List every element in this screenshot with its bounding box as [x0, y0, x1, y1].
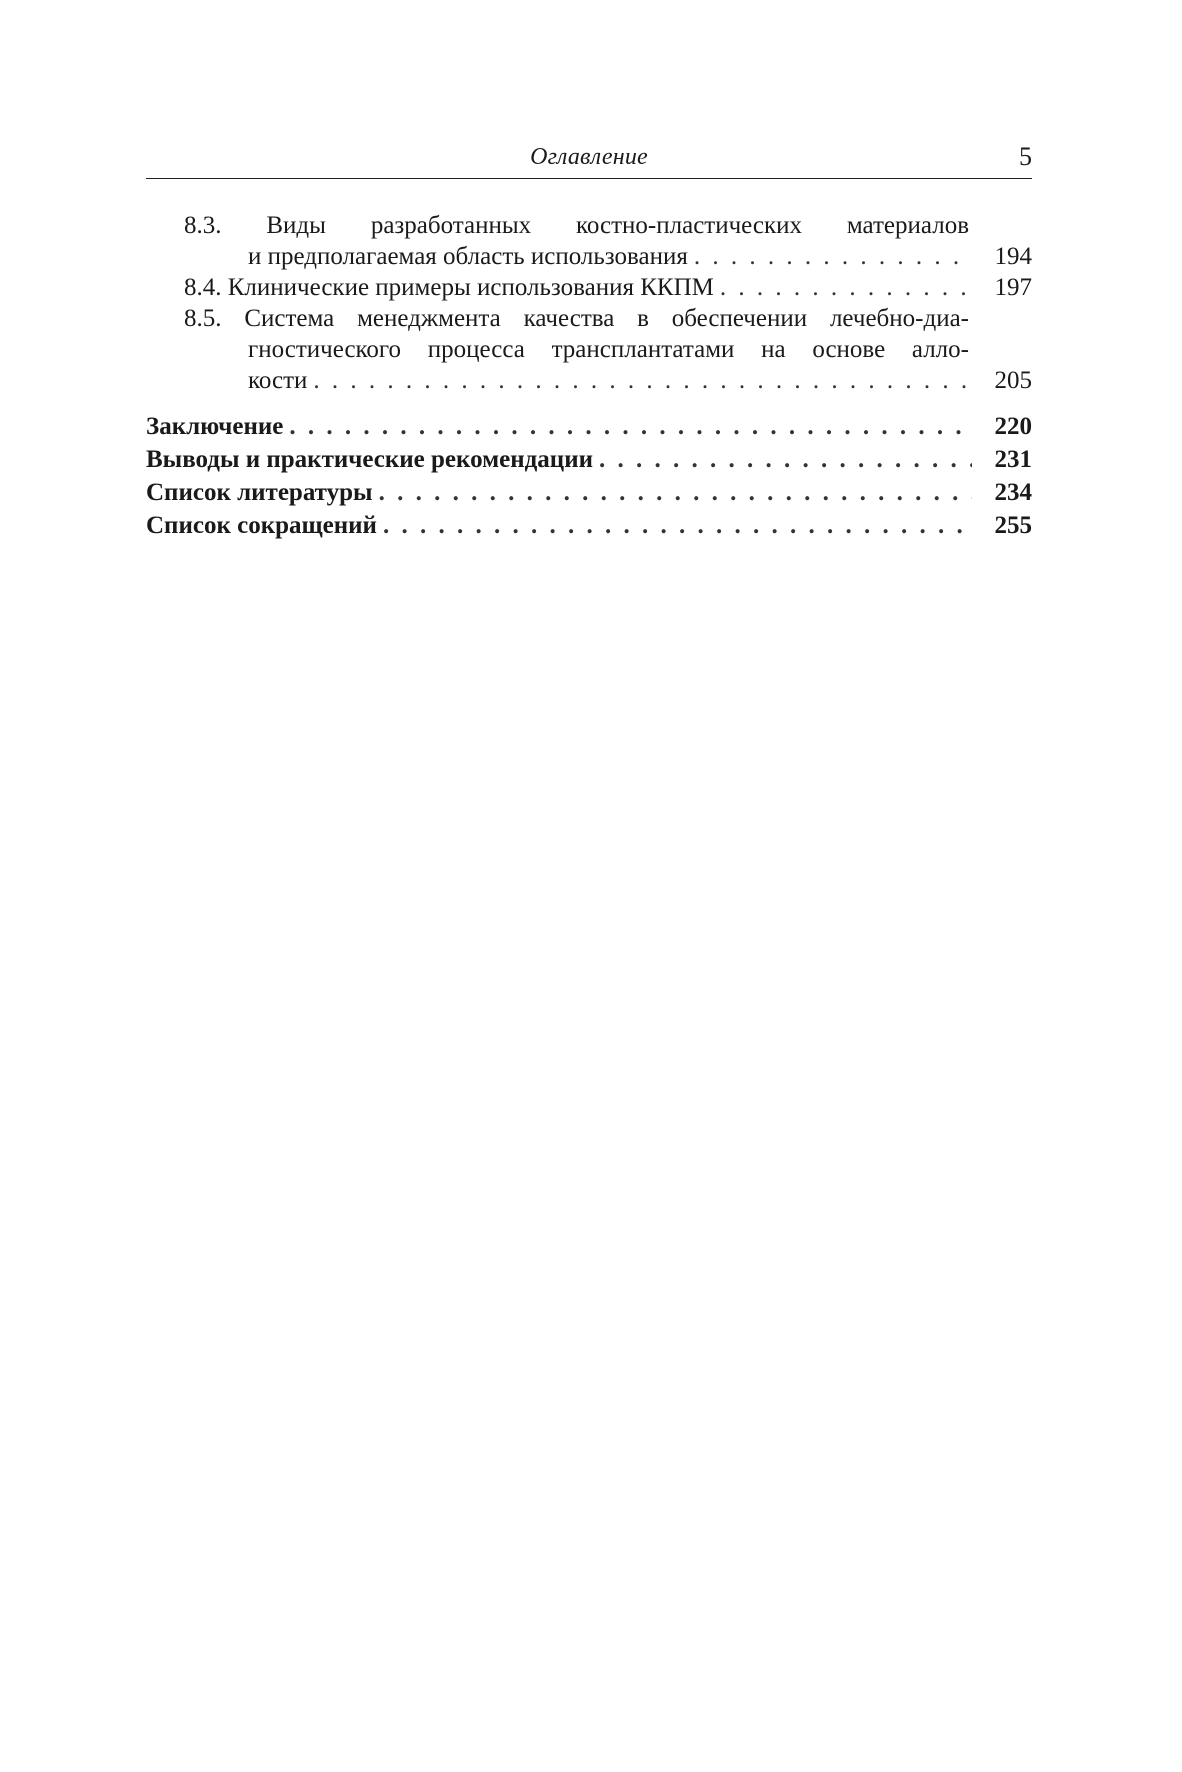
- toc-main-page: 220: [994, 413, 1032, 440]
- toc-entry-text: Система менеджмента качества в обеспечении лечебно-диа-: [244, 305, 970, 332]
- toc-entry-text: и предполагаемая область использования: [248, 243, 688, 270]
- table-of-contents: [146, 210, 1032, 542]
- toc-entry-page: 197: [994, 274, 1032, 301]
- toc-main-entry: [146, 410, 1032, 443]
- toc-entry-8-3: [146, 210, 1032, 272]
- toc-main-page: 234: [994, 479, 1032, 506]
- running-header: [146, 142, 1032, 179]
- toc-main-title: Список сокращений: [146, 512, 377, 539]
- toc-entry-number: 8.4.: [184, 274, 222, 301]
- toc-entry-text: кости: [248, 367, 308, 394]
- toc-entry-text: Виды разработанных костно-пластических материалов: [266, 212, 969, 239]
- dot-leader: [694, 241, 972, 272]
- toc-entry-text: гностического процесса трансплантатами на основе алло-: [248, 336, 969, 363]
- toc-main-page: 255: [994, 512, 1032, 539]
- toc-entry-text: Клинические примеры использования ККПМ: [227, 274, 714, 301]
- toc-entry-8-5: [146, 303, 1032, 396]
- header-title: Оглавление: [530, 144, 648, 170]
- toc-main-title: Заключение: [146, 413, 284, 440]
- toc-main-entry: [146, 443, 1032, 476]
- dot-leader: [289, 410, 972, 443]
- toc-main-entry: [146, 509, 1032, 542]
- dot-leader: [313, 365, 972, 396]
- header-page-number: 5: [1019, 142, 1032, 171]
- toc-entry-number: 8.3.: [184, 212, 222, 239]
- toc-main-title: Выводы и практические рекомендации: [146, 446, 594, 473]
- dot-leader: [599, 443, 972, 476]
- toc-entry-number: 8.5.: [184, 305, 222, 332]
- dot-leader: [383, 509, 972, 542]
- dot-leader: [720, 272, 972, 303]
- dot-leader: [379, 476, 972, 509]
- toc-main-page: 231: [994, 446, 1032, 473]
- toc-entry-page: 194: [994, 243, 1032, 270]
- toc-main-entry: [146, 476, 1032, 509]
- toc-entry-page: 205: [994, 367, 1032, 394]
- toc-main-title: Список литературы: [146, 479, 373, 506]
- toc-entry-8-4: [146, 272, 1032, 303]
